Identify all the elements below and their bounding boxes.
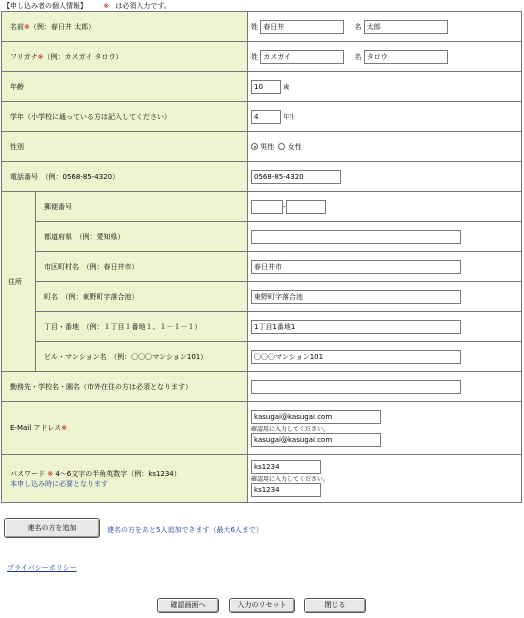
grade-label: 学年（小学校に通っている方は記入してください）	[2, 102, 248, 132]
city-input[interactable]: 春日井市	[251, 260, 461, 274]
password-input[interactable]: ks1234	[251, 460, 321, 474]
name-example: （例：春日井 太郎）	[29, 22, 96, 31]
mei-kana-label: 名	[354, 52, 362, 61]
gender-value-cell	[248, 132, 522, 162]
password-label: パスワード	[10, 469, 45, 478]
row-building	[2, 342, 522, 372]
sei-label: 姓	[251, 22, 259, 31]
gender-male-label: 男性	[260, 142, 275, 151]
prefecture-value-cell	[248, 222, 522, 252]
mei-label: 名	[354, 22, 362, 31]
name-label: 名前	[10, 22, 24, 31]
required-note: は必須入力です。	[115, 2, 171, 10]
postal-value-cell	[248, 192, 522, 222]
phone-input[interactable]: 0568-85-4320	[251, 170, 341, 184]
town-label: 町名 （例：東野町字落合池）	[36, 282, 248, 312]
building-value-cell	[248, 342, 522, 372]
gender-female-radio[interactable]	[278, 143, 285, 150]
prefecture-input[interactable]	[251, 230, 461, 244]
building-input[interactable]: 〇〇〇マンション101	[251, 350, 461, 364]
row-postal	[2, 192, 522, 222]
password-confirm-input[interactable]: ks1234	[251, 483, 321, 497]
form-header	[3, 1, 171, 11]
last-name-kana-input[interactable]: カスガイ	[260, 50, 344, 64]
row-block	[2, 312, 522, 342]
row-furigana	[2, 42, 522, 72]
email-required-mark: ※	[61, 424, 68, 432]
reset-button[interactable]: 入力のリセット	[229, 598, 295, 613]
name-value-cell	[248, 12, 522, 42]
gender-male-radio[interactable]	[251, 143, 258, 150]
town-value-cell	[248, 282, 522, 312]
grade-value-cell	[248, 102, 522, 132]
companion-note: 連名の方をあと5人追加できます（最大6人まで）	[107, 526, 263, 534]
furigana-label: フリガナ	[10, 52, 38, 61]
age-unit: 歳	[283, 83, 290, 91]
gender-female-label: 女性	[287, 142, 302, 151]
row-town	[2, 282, 522, 312]
sei-kana-label: 姓	[251, 52, 259, 61]
row-work	[2, 372, 522, 402]
grade-unit: 年生	[283, 113, 296, 121]
work-input[interactable]	[251, 380, 461, 394]
row-gender	[2, 132, 522, 162]
email-input[interactable]: kasugai@kasugai.com	[251, 410, 381, 424]
row-age	[2, 72, 522, 102]
first-name-kana-input[interactable]: タロウ	[364, 50, 448, 64]
password-required-mark: ※	[47, 469, 54, 478]
age-value-cell	[248, 72, 522, 102]
email-label-cell	[2, 402, 248, 455]
form-title: 【申し込み者の個人情報】	[3, 2, 87, 10]
gender-label: 性別	[2, 132, 248, 162]
password-confirm-note: 確認用に入力してください。	[251, 476, 330, 483]
block-label: 丁目・番地 （例：１丁目１番地１、１－１－１）	[36, 312, 248, 342]
row-password	[2, 455, 522, 503]
row-city	[2, 252, 522, 282]
age-input[interactable]: 10	[251, 80, 281, 94]
building-label: ビル・マンション名 （例：〇〇〇マンション101）	[36, 342, 248, 372]
row-email	[2, 402, 522, 455]
block-value-cell	[248, 312, 522, 342]
address-label: 住所	[2, 192, 36, 372]
name-required-mark: ※	[24, 22, 30, 31]
phone-value-cell	[248, 162, 522, 192]
name-label-cell	[2, 12, 248, 42]
work-label: 勤務先・学校名・園名（市外在住の方は必須となります）	[2, 372, 248, 402]
password-desc: 4～6文字の半角英数字（例：ks1234）	[55, 469, 181, 478]
furigana-required-mark: ※	[37, 52, 44, 61]
password-value-cell	[248, 455, 522, 503]
city-label: 市区町村名 （例：春日井市）	[36, 252, 248, 282]
postal-code-second-input[interactable]	[286, 200, 326, 214]
postal-label: 郵便番号	[36, 192, 248, 222]
email-value-cell	[248, 402, 522, 455]
city-value-cell	[248, 252, 522, 282]
email-confirm-note: 確認用に入力してください。	[251, 425, 330, 433]
email-confirm-input[interactable]: kasugai@kasugai.com	[251, 433, 381, 447]
furigana-value-cell	[248, 42, 522, 72]
furigana-label-cell	[2, 42, 248, 72]
required-mark: ※	[103, 2, 110, 10]
postal-code-first-input[interactable]	[251, 200, 283, 214]
postal-separator: -	[283, 202, 286, 211]
row-prefecture	[2, 222, 522, 252]
grade-input[interactable]: 4	[251, 110, 281, 124]
password-note: 本申し込み時に必要となります	[10, 479, 108, 488]
first-name-input[interactable]: 太郎	[364, 20, 448, 34]
age-label: 年齢	[2, 72, 248, 102]
furigana-example: （例：カスガイ タロウ）	[43, 52, 123, 61]
row-grade	[2, 102, 522, 132]
add-companion-button[interactable]: 連名の方を追加	[4, 518, 100, 538]
phone-label: 電話番号 （例：0568-85-4320）	[2, 162, 248, 192]
row-name	[2, 12, 522, 42]
work-value-cell	[248, 372, 522, 402]
email-label: E-Mail アドレス	[10, 424, 62, 432]
confirm-button[interactable]: 確認画面へ	[157, 598, 219, 613]
personal-info-table	[1, 11, 522, 503]
row-phone	[2, 162, 522, 192]
prefecture-label: 都道府県 （例：愛知県）	[36, 222, 248, 252]
block-input[interactable]: 1丁目1番地1	[251, 320, 461, 334]
last-name-input[interactable]: 春日井	[260, 20, 344, 34]
close-button[interactable]: 閉じる	[304, 598, 366, 613]
town-input[interactable]: 東野町字落合池	[251, 290, 461, 304]
password-label-cell	[2, 455, 248, 503]
privacy-policy-link[interactable]: プライバシーポリシー	[7, 564, 77, 572]
